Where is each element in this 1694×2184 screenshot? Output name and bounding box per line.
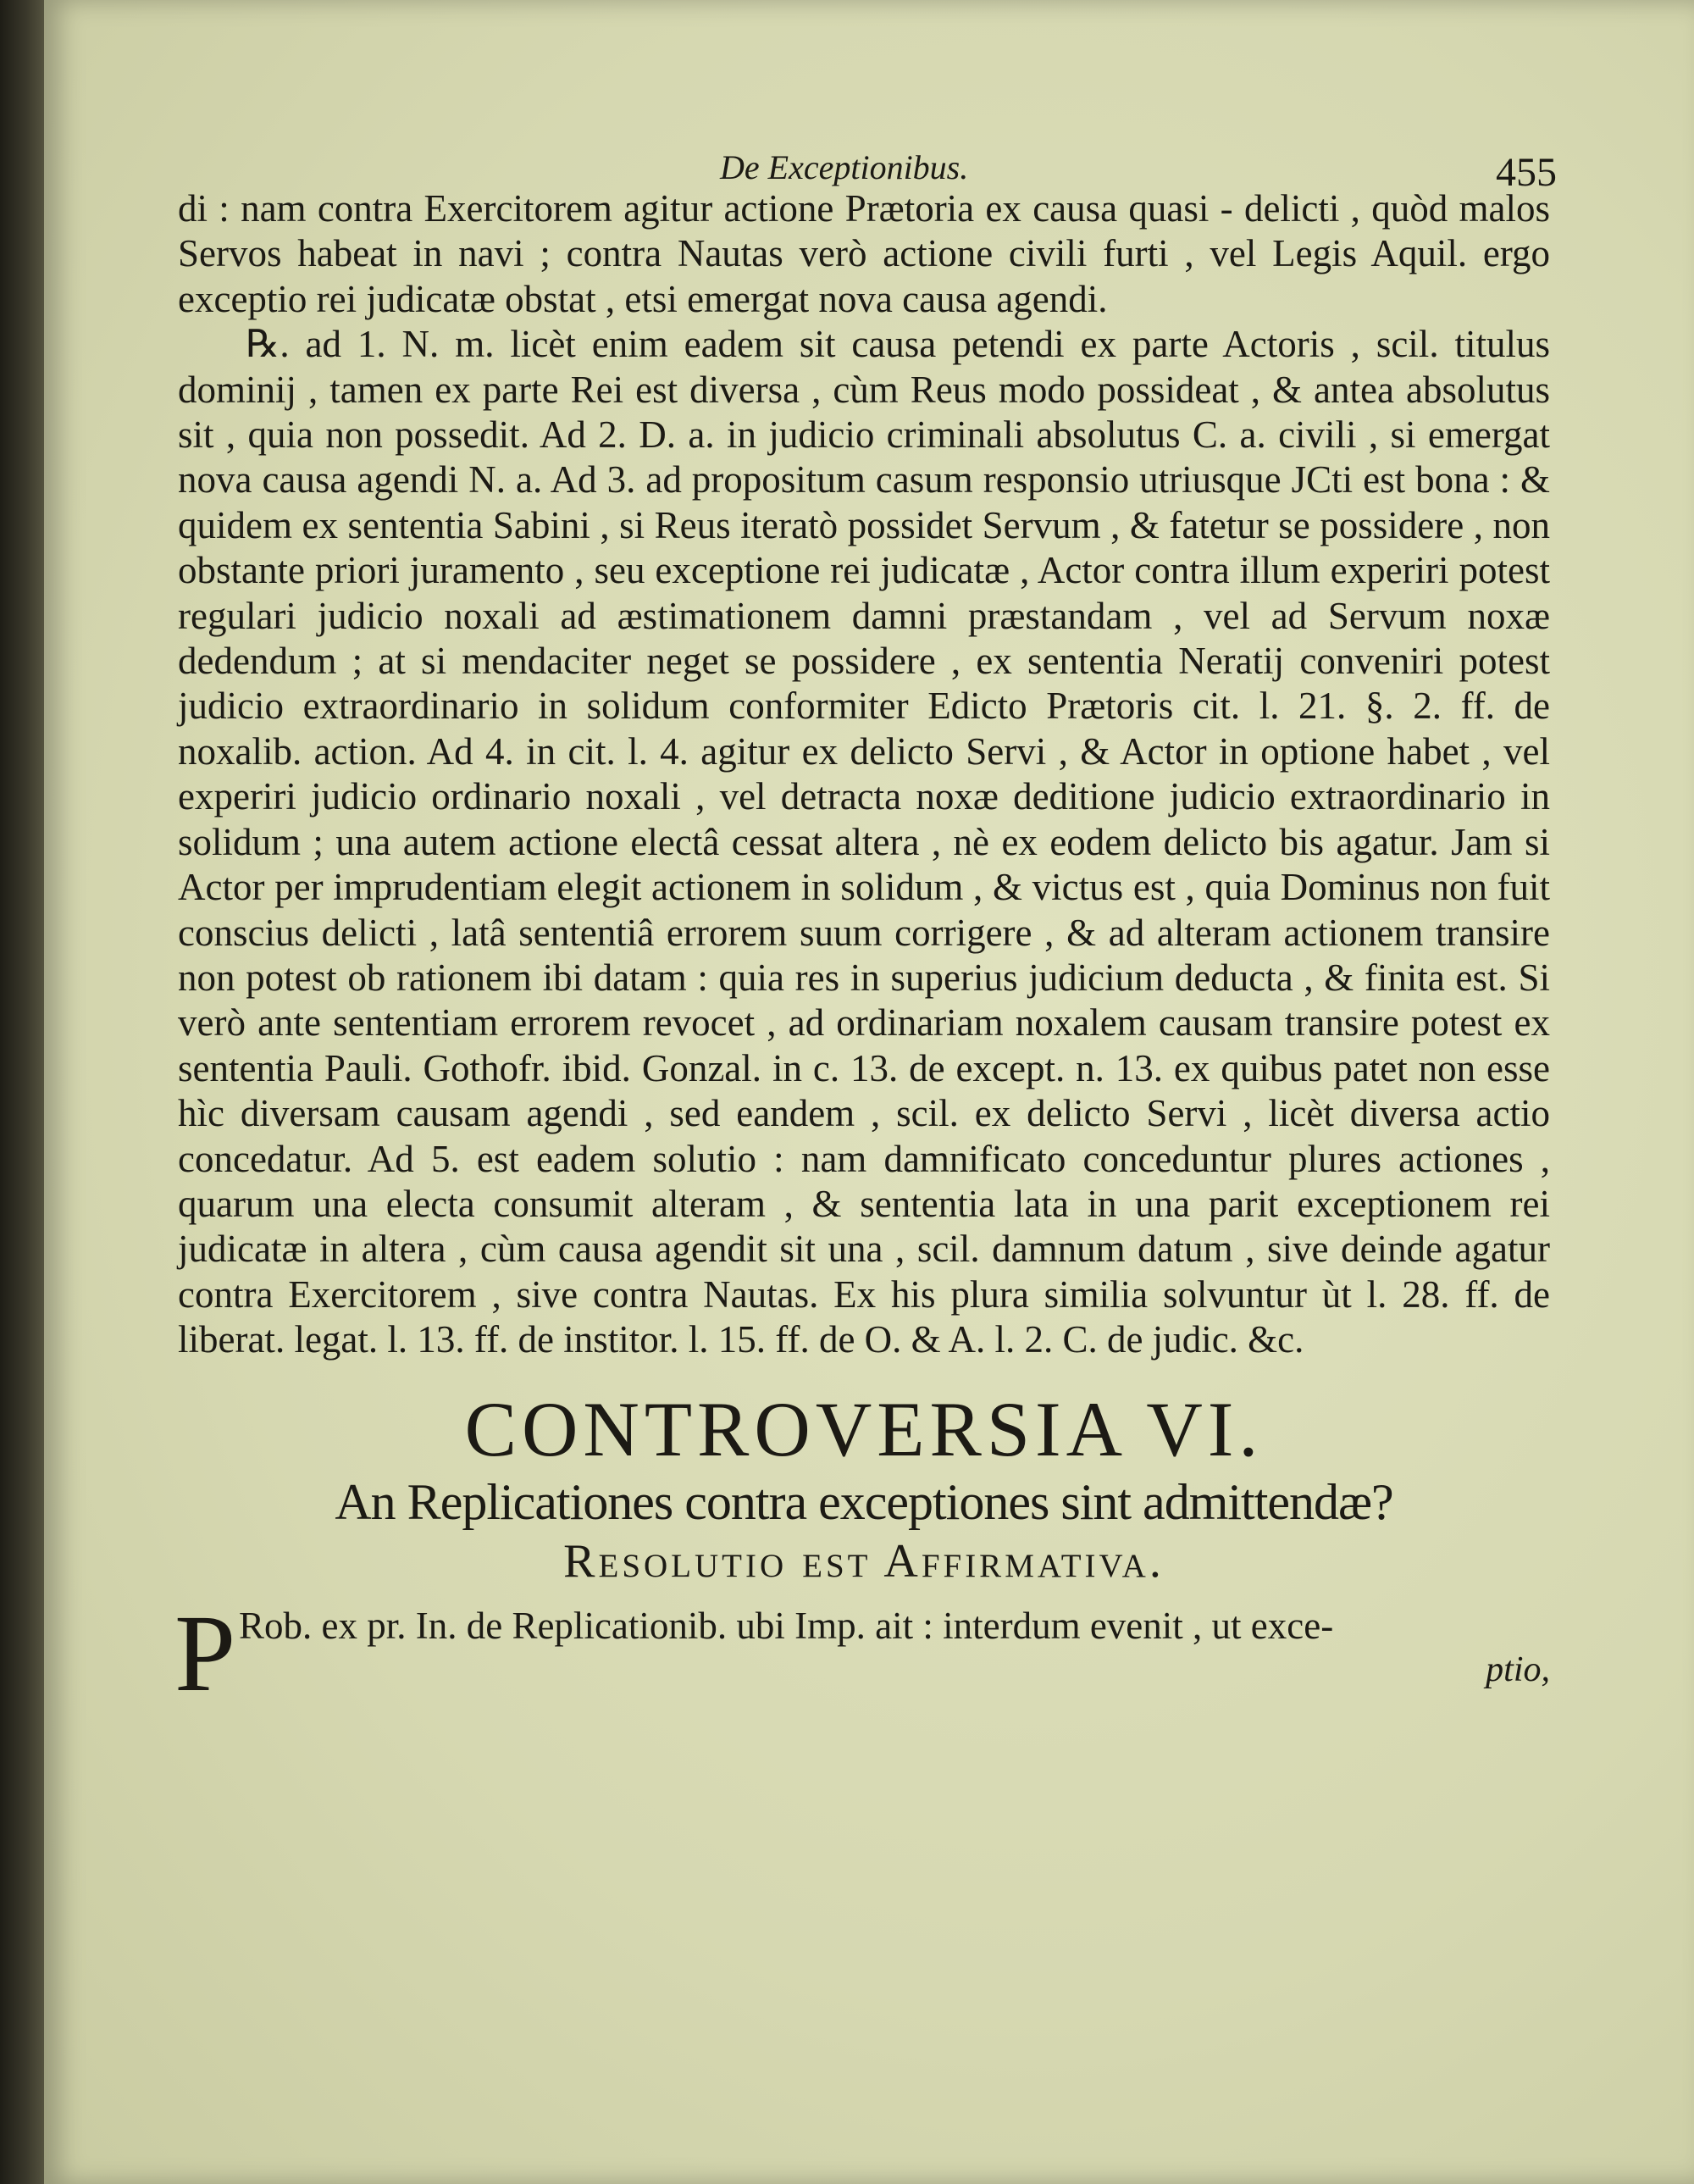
page-number: 455 [1496,150,1557,195]
running-title: De Exceptionibus. [720,148,969,186]
running-head [178,127,1557,195]
book-gutter [0,0,44,2184]
final-paragraph-text: Rob. ex pr. In. de Replicationib. ubi Imp. ait : interdum evenit , ut exce- [239,1604,1334,1647]
body-text [178,186,1550,1363]
controversia-question: An Replicationes contra exceptiones sint admittendæ? [335,1473,1393,1530]
final-paragraph [174,1592,1550,1715]
paragraph-continuation: di : nam contra Exercitorem agitur actione Prætoria ex causa quasi - delicti , quòd malos Servos habeat in navi ; contra Nautas verò actione civili furti , vel Legis Aquil. ergo exceptio rei judicatæ obstat , etsi emergat nova causa agendi. [178,187,1550,320]
drop-cap: P [174,1592,236,1715]
catchword: ptio, [1486,1649,1550,1689]
controversia-title: CONTROVERSIA VI. [464,1385,1264,1472]
resolutio-heading: Resolutio est Affirmativa. [563,1534,1165,1588]
book-page [44,0,1694,2184]
paragraph-responsio: ℞. ad 1. N. m. licèt enim eadem sit causa petendi ex parte Actoris , scil. titulus dominij , tamen ex parte Rei est diversa , cùm Reus modo possideat , & antea absolutus sit , quia non possedit. Ad 2. D. a. in judicio criminali absolutus C. a. civili , si emergat nova causa agendi N. a. Ad 3. ad propositum casum responsio utriusque JCti est bona : & quidem ex sententia Sabini , si Reus iteratò possidet Servum , & fatetur se possidere , non obstante priori juramento , seu exceptione rei judicatæ , Actor contra illum experiri potest regulari judicio noxali ad æstimationem damni præstandam , vel ad Servum noxæ dedendum ; at si mendaciter neget se possidere , ex sententia Neratij conveniri potest judicio extraordinario in solidum conformiter Edicto Prætoris cit. l. 21. §. 2. ff. de noxalib. action. Ad 4. in cit. l. 4. agitur ex delicto Servi , & Actor in optione habet , vel experiri judicio ordinario noxali , vel detracta noxæ deditione judicio extraordinario in solidum ; una autem actione electâ cessat altera , nè ex eodem delicto bis agatur. Jam si Actor per imprudentiam elegit actionem in solidum , & victus est , quia Dominus non fuit conscius delicti , latâ sententiâ errorem suum corrigere , & ad alteram actionem transire non potest ob rationem ibi datam : quia res in superius judicium deducta , & finita est. Si verò ante sententiam errorem revocet , ad ordinariam noxalem causam transire potest ex sententia Pauli. Gothofr. ibid. Gonzal. in c. 13. de except. n. 13. ex quibus patet non esse hìc diversam causam agendi , sed eandem , scil. ex delicto Servi , licèt diversa actio concedatur. Ad 5. est eadem solutio : nam damnificato conceduntur plures actiones , quarum una electa consumit alteram , & sententia lata in una parit exceptionem rei judicatæ in altera , cùm causa agendit sit una , scil. damnum datum , sive deinde agatur contra Exercitorem , sive contra Nautas. Ex his plura similia solvuntur ùt l. 28. ff. de liberat. legat. l. 13. ff. de institor. l. 15. ff. de O. & A. l. 2. C. de judic. &c. [178,323,1550,1361]
page-content [174,127,1557,1715]
